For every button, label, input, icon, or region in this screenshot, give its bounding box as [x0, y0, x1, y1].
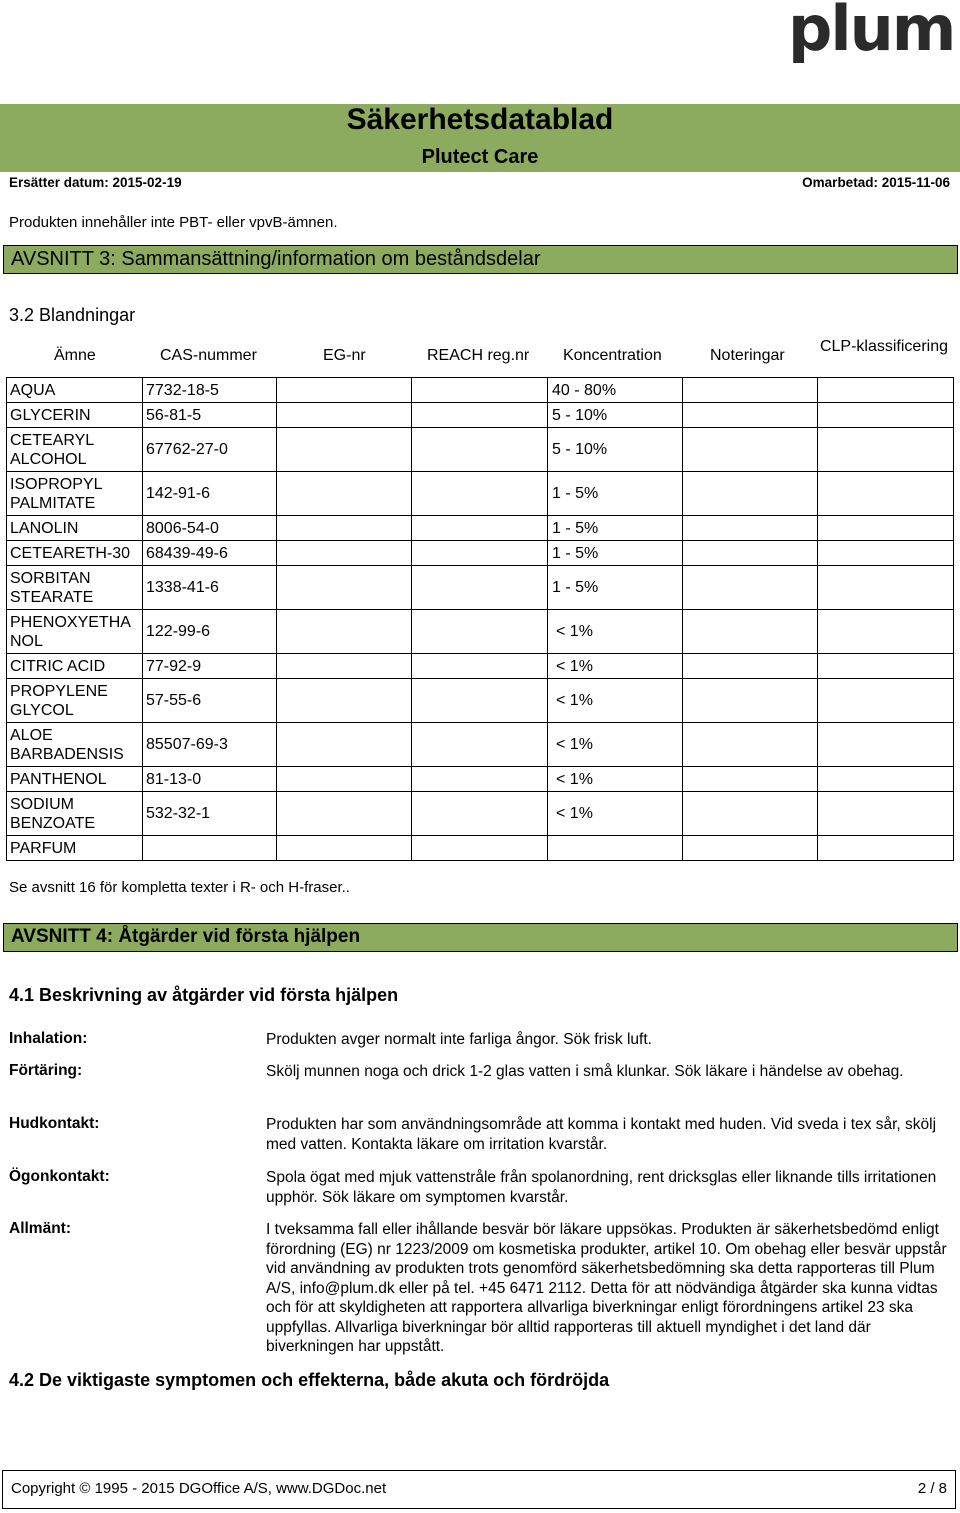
cell-eg	[277, 403, 412, 428]
cell-clp	[818, 767, 954, 792]
cell-notes	[683, 472, 818, 516]
cell-cas: 122-99-6	[143, 610, 277, 654]
cell-clp	[818, 541, 954, 566]
cell-concentration: < 1%	[548, 767, 683, 792]
cell-clp	[818, 378, 954, 403]
cell-substance: PROPYLENE GLYCOL	[7, 679, 143, 723]
document-title: Säkerhetsdatablad	[346, 103, 614, 136]
cell-clp	[818, 654, 954, 679]
table-row	[7, 610, 954, 654]
cell-reach	[412, 654, 548, 679]
cell-substance: ALOE BARBADENSIS	[7, 723, 143, 767]
cell-substance: CETEARETH-30	[7, 541, 143, 566]
cell-cas: 7732-18-5	[143, 378, 277, 403]
cell-notes	[683, 792, 818, 836]
cell-eg	[277, 472, 412, 516]
cell-cas: 81-13-0	[143, 767, 277, 792]
table-row	[7, 723, 954, 767]
cell-clp	[818, 516, 954, 541]
cell-substance: PHENOXYETHA NOL	[7, 610, 143, 654]
cell-notes	[683, 541, 818, 566]
cell-reach	[412, 403, 548, 428]
cell-reach	[412, 679, 548, 723]
table-row	[7, 472, 954, 516]
cell-concentration	[548, 836, 683, 861]
cell-eg	[277, 541, 412, 566]
text-general: I tveksamma fall eller ihållande besvär bör läkare uppsökas. Produkten är säkerhetsbedömd enligt förordning (EG) nr 1223/2009 om kosmetiska produkter, artikel 10. Om obehag eller besvär uppstår vid användning av produkten trots genomförd säkerhetsbedömning ska detta rapporteras till Plum A/S, info@plum.dk eller på tel. +45 6471 2112. Detta för att nödvändiga åtgärder ska kunna vidtas och för att skyldigheten att rapportera allvarliga biverkningar enligt förordningens artikel 23 ska uppfyllas. Allvarliga biverkningar bör alltid rapporteras till aktuell myndighet i det land där biverkningen har uppstått.	[266, 1221, 947, 1355]
plum-logo	[786, 0, 960, 78]
cell-concentration: 5 - 10%	[548, 403, 683, 428]
cell-notes	[683, 403, 818, 428]
cell-clp	[818, 566, 954, 610]
table-row	[7, 654, 954, 679]
replaced-date: Ersätter datum: 2015-02-19	[9, 175, 182, 190]
cell-clp	[818, 428, 954, 472]
col-header-reach: REACH reg.nr	[427, 347, 530, 364]
cell-concentration: 1 - 5%	[548, 566, 683, 610]
text-skin-contact: Produkten har som användningsområde att komma i kontakt med huden. Vid sveda i tex sår, skölj med vatten. Kontakta läkare om irritation kvarstår.	[266, 1116, 937, 1153]
cell-cas: 67762-27-0	[143, 428, 277, 472]
cell-concentration: < 1%	[548, 654, 683, 679]
cell-eg	[277, 836, 412, 861]
cell-clp	[818, 679, 954, 723]
cell-cas: 57-55-6	[143, 679, 277, 723]
page-number: 2 / 8	[917, 1480, 947, 1497]
cell-notes	[683, 610, 818, 654]
col-header-substance: Ämne	[54, 347, 96, 364]
cell-concentration: 1 - 5%	[548, 516, 683, 541]
cell-clp	[818, 792, 954, 836]
cell-notes	[683, 723, 818, 767]
col-header-concentration: Koncentration	[563, 347, 662, 364]
r-h-phrases-note: Se avsnitt 16 för kompletta texter i R- och H-fraser..	[9, 879, 350, 896]
cell-substance: GLYCERIN	[7, 403, 143, 428]
section-4-bar	[3, 923, 958, 952]
ingredients-table	[6, 377, 954, 861]
cell-eg	[277, 516, 412, 541]
cell-reach	[412, 610, 548, 654]
cell-eg	[277, 428, 412, 472]
cell-eg	[277, 767, 412, 792]
subheading-3-2: 3.2 Blandningar	[9, 305, 136, 325]
cell-cas: 142-91-6	[143, 472, 277, 516]
cell-cas: 77-92-9	[143, 654, 277, 679]
cell-reach	[412, 472, 548, 516]
cell-reach	[412, 836, 548, 861]
cell-notes	[683, 836, 818, 861]
cell-reach	[412, 516, 548, 541]
cell-notes	[683, 516, 818, 541]
table-row	[7, 836, 954, 861]
pbt-statement: Produkten innehåller inte PBT- eller vpvB-ämnen.	[9, 214, 338, 231]
cell-eg	[277, 792, 412, 836]
section-4-heading: AVSNITT 4: Åtgärder vid första hjälpen	[11, 926, 361, 947]
cell-eg	[277, 378, 412, 403]
cell-substance: CITRIC ACID	[7, 654, 143, 679]
cell-substance: LANOLIN	[7, 516, 143, 541]
cell-cas: 532-32-1	[143, 792, 277, 836]
table-row	[7, 566, 954, 610]
cell-cas: 56-81-5	[143, 403, 277, 428]
cell-reach	[412, 792, 548, 836]
text-eye-contact: Spola ögat med mjuk vattenstråle från spolanordning, rent dricksglas eller liknande tills irritationen upphör. Sök läkare om symptomen kvarstår.	[266, 1169, 937, 1206]
cell-notes	[683, 679, 818, 723]
cell-cas: 68439-49-6	[143, 541, 277, 566]
label-skin-contact: Hudkontakt:	[9, 1115, 100, 1132]
cell-clp	[818, 610, 954, 654]
label-inhalation: Inhalation:	[9, 1030, 88, 1047]
label-eye-contact: Ögonkontakt:	[9, 1168, 110, 1185]
text-inhalation: Produkten avger normalt inte farliga ångor. Sök frisk luft.	[266, 1031, 652, 1048]
cell-concentration: < 1%	[548, 610, 683, 654]
cell-substance: ISOPROPYL PALMITATE	[7, 472, 143, 516]
table-header	[0, 336, 960, 376]
subheading-4-1: 4.1 Beskrivning av åtgärder vid första hjälpen	[9, 985, 399, 1005]
cell-substance: SORBITAN STEARATE	[7, 566, 143, 610]
subheading-4-2: 4.2 De viktigaste symptomen och effekterna, både akuta och fördröjda	[9, 1370, 610, 1390]
cell-concentration: 1 - 5%	[548, 472, 683, 516]
cell-eg	[277, 610, 412, 654]
cell-clp	[818, 403, 954, 428]
cell-clp	[818, 836, 954, 861]
cell-clp	[818, 723, 954, 767]
col-header-eg: EG-nr	[323, 347, 366, 364]
cell-notes	[683, 566, 818, 610]
cell-reach	[412, 541, 548, 566]
cell-eg	[277, 566, 412, 610]
cell-cas: 1338-41-6	[143, 566, 277, 610]
cell-notes	[683, 428, 818, 472]
cell-substance: SODIUM BENZOATE	[7, 792, 143, 836]
revised-date: Omarbetad: 2015-11-06	[802, 175, 950, 190]
table-row	[7, 767, 954, 792]
cell-eg	[277, 654, 412, 679]
cell-reach	[412, 378, 548, 403]
table-row	[7, 679, 954, 723]
col-header-cas: CAS-nummer	[160, 347, 257, 364]
cell-concentration: 40 - 80%	[548, 378, 683, 403]
cell-substance: PANTHENOL	[7, 767, 143, 792]
cell-clp	[818, 472, 954, 516]
section-3-heading: AVSNITT 3: Sammansättning/information om beståndsdelar	[11, 248, 541, 270]
cell-cas: 85507-69-3	[143, 723, 277, 767]
cell-cas: 8006-54-0	[143, 516, 277, 541]
table-row	[7, 403, 954, 428]
col-header-clp: CLP-klassificering	[819, 338, 949, 355]
table-row	[7, 428, 954, 472]
product-name: Plutect Care	[421, 146, 539, 168]
cell-cas	[143, 836, 277, 861]
logo-text: plum	[788, 0, 955, 65]
cell-substance: PARFUM	[7, 836, 143, 861]
text-ingestion: Skölj munnen noga och drick 1-2 glas vatten i små klunkar. Sök läkare i händelse av obehag.	[266, 1063, 904, 1080]
cell-substance: CETEARYL ALCOHOL	[7, 428, 143, 472]
cell-substance: AQUA	[7, 378, 143, 403]
label-general: Allmänt:	[9, 1220, 71, 1237]
cell-eg	[277, 679, 412, 723]
table-row	[7, 792, 954, 836]
table-row	[7, 516, 954, 541]
cell-concentration: 1 - 5%	[548, 541, 683, 566]
cell-reach	[412, 566, 548, 610]
col-header-notes: Noteringar	[710, 347, 785, 364]
cell-notes	[683, 378, 818, 403]
table-row	[7, 541, 954, 566]
label-ingestion: Förtäring:	[9, 1062, 83, 1079]
table-row	[7, 378, 954, 403]
cell-notes	[683, 767, 818, 792]
cell-eg	[277, 723, 412, 767]
cell-concentration: 5 - 10%	[548, 428, 683, 472]
copyright-text: Copyright © 1995 - 2015 DGOffice A/S, www.DGDoc.net	[11, 1480, 387, 1497]
page-footer	[2, 1470, 956, 1509]
cell-concentration: < 1%	[548, 723, 683, 767]
section-3-bar	[3, 245, 958, 274]
cell-reach	[412, 428, 548, 472]
cell-notes	[683, 654, 818, 679]
cell-concentration: < 1%	[548, 679, 683, 723]
cell-reach	[412, 723, 548, 767]
cell-concentration: < 1%	[548, 792, 683, 836]
cell-reach	[412, 767, 548, 792]
